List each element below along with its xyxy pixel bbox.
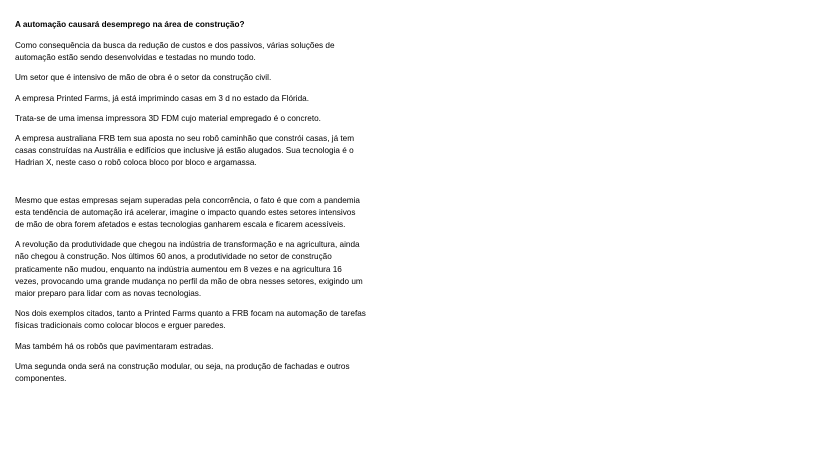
paragraph-line: físicas tradicionais como colocar blocos e erguer paredes. [15, 321, 226, 331]
paragraph-line: automação estão sendo desenvolvidas e testadas no mundo todo. [15, 53, 256, 63]
paragraph-5 [15, 133, 395, 170]
paragraph-line: A revolução da produtividade que chegou na indústria de transformação e na agricultura, ainda [15, 240, 360, 250]
paragraph-9 [15, 341, 395, 353]
paragraph-10 [15, 361, 395, 385]
paragraph-7 [15, 239, 395, 300]
paragraph-line: praticamente não mudou, enquanto na indústria aumentou em 8 vezes e na agricultura 16 [15, 264, 342, 274]
blank-line [15, 178, 395, 195]
paragraph-6 [15, 195, 395, 232]
paragraph-line: Hadrian X, neste caso o robô coloca bloco por bloco e argamassa. [15, 158, 257, 168]
paragraph-line: Uma segunda onda será na construção modular, ou seja, na produção de fachadas e outros [15, 361, 350, 371]
paragraph-line: casas construídas na Austrália e edifícios que inclusive já estão alugados. Sua tecnologia é o [15, 146, 354, 156]
paragraph-line: componentes. [15, 374, 67, 384]
paragraph-line: não chegou à construção. Nos últimos 60 anos, a produtividade no setor de construção [15, 252, 332, 262]
paragraph-line: Nos dois exemplos citados, tanto a Printed Farms quanto a FRB focam na automação de tarefas [15, 309, 366, 319]
paragraph-line: de mão de obra forem afetados e estas tecnologias ganharem escala e ficarem acessíveis. [15, 220, 346, 230]
paragraph-2 [15, 72, 395, 84]
paragraph-line: Como consequência da busca da redução de custos e dos passivos, várias soluções de [15, 41, 335, 50]
paragraph-line: vezes, provocando uma grande mudança no perfil da mão de obra nesses setores, exigindo um [15, 276, 363, 286]
paragraph-line: Trata-se de uma imensa impressora 3D FDM cujo material empregado é o concreto. [15, 113, 321, 123]
paragraph-8 [15, 308, 395, 332]
paragraph-4 [15, 113, 395, 125]
paragraph-line: esta tendência de automação irá acelerar, imagine o impacto quando estes setores intensivos [15, 207, 356, 217]
paragraph-3 [15, 93, 395, 105]
paragraph-line: Mas também há os robôs que pavimentaram estradas. [15, 341, 214, 351]
paragraph-line: Um setor que é intensivo de mão de obra é o setor da construção civil. [15, 73, 272, 83]
paragraph-line: A empresa Printed Farms, já está imprimindo casas em 3 d no estado da Flórida. [15, 93, 309, 103]
paragraph-line: A empresa australiana FRB tem sua aposta no seu robô caminhão que constrói casas, já tem [15, 134, 355, 144]
document-title: A automação causará desemprego na área de construção? [15, 20, 245, 29]
document-body [15, 19, 395, 393]
paragraph-line: Mesmo que estas empresas sejam superadas pela concorrência, o fato é que com a pandemia [15, 195, 360, 205]
paragraph-line: maior preparo para lidar com as novas tecnologias. [15, 289, 202, 299]
paragraph-1 [15, 40, 395, 64]
